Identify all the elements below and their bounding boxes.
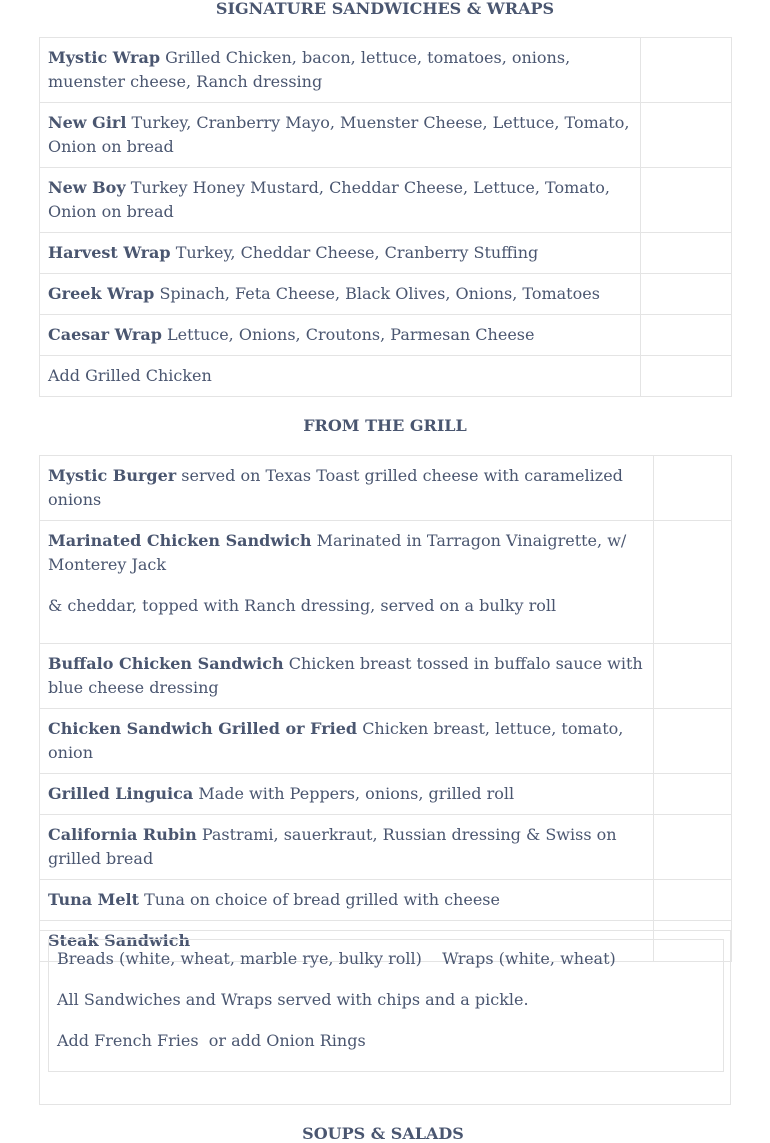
menu-item [40,233,641,274]
item-description: Tuna on choice of bread grilled with cheese [144,890,500,909]
item-description: Lettuce, Onions, Croutons, Parmesan Cheese [166,325,535,344]
price-cell [654,880,732,921]
item-name: Harvest Wrap [48,243,171,262]
menu-row [40,774,732,815]
item-name: New Girl [48,113,127,132]
menu-row [40,521,732,644]
item-description: Turkey Honey Mustard, Cheddar Cheese, Lettuce, Tomato, Onion on bread [48,178,610,221]
item-name: Tuna Melt [48,890,139,909]
item-description: Turkey, Cheddar Cheese, Cranberry Stuffing [175,243,539,262]
note-chips-pickle: All Sandwiches and Wraps served with chips and a pickle. [57,990,529,1009]
menu-item [40,315,641,356]
item-description: Pastrami, sauerkraut, Russian dressing & Swiss on grilled bread [48,825,617,868]
menu-item-addon [40,356,641,397]
price-cell [641,38,732,103]
item-name: Steak Sandwich [48,931,191,950]
notes-inner-box [48,939,724,1072]
signature-menu-table [39,37,732,397]
menu-row [40,815,732,880]
item-description: Turkey, Cranberry Mayo, Muenster Cheese, Lettuce, Tomato, Onion on bread [48,113,630,156]
item-description: Marinated in Tarragon Vinaigrette, w/ Monterey Jack [48,531,627,574]
menu-row [40,168,732,233]
menu-item [40,168,641,233]
price-cell [641,103,732,168]
price-cell [654,815,732,880]
notes-box [39,930,731,1105]
price-cell [641,233,732,274]
price-cell [641,168,732,233]
item-name: Greek Wrap [48,284,155,303]
addon-label: Add Grilled Chicken [48,366,212,385]
item-name: Grilled Linguica [48,784,194,803]
item-name: Mystic Wrap [48,48,161,67]
item-description: Chicken breast tossed in buffalo sauce with blue cheese dressing [48,654,643,697]
price-cell [641,315,732,356]
menu-item [40,274,641,315]
menu-row [40,709,732,774]
item-description: Made with Peppers, onions, grilled roll [198,784,515,803]
item-description: served on Texas Toast grilled cheese with caramelized onions [48,466,623,509]
price-cell [654,521,732,644]
menu-row [40,233,732,274]
menu-item [40,815,654,880]
menu-row [40,315,732,356]
item-name: Mystic Burger [48,466,177,485]
menu-row [40,103,732,168]
menu-item [40,644,654,709]
item-description: Grilled Chicken, bacon, lettuce, tomatoes, onions, muenster cheese, Ranch dressing [48,48,571,91]
price-cell [654,644,732,709]
item-description-continued: & cheddar, topped with Ranch dressing, served on a bulky roll [48,596,557,615]
price-cell [641,274,732,315]
item-name: Marinated Chicken Sandwich [48,531,312,550]
item-description: Spinach, Feta Cheese, Black Olives, Onions, Tomatoes [159,284,600,303]
item-name: New Boy [48,178,126,197]
menu-item [40,709,654,774]
item-name: Chicken Sandwich Grilled or Fried [48,719,358,738]
price-cell [654,456,732,521]
menu-item [40,521,654,644]
menu-row [40,644,732,709]
section-title-grill: FROM THE GRILL [303,416,467,435]
item-name: Buffalo Chicken Sandwich [48,654,284,673]
menu-item [40,38,641,103]
section-title-signature: SIGNATURE SANDWICHES & WRAPS [215,0,555,18]
item-description: Chicken breast, lettuce, tomato, onion [48,719,624,762]
section-title-soups: SOUPS & SALADS [302,1124,464,1143]
menu-row [40,38,732,103]
price-cell [641,356,732,397]
menu-row [40,356,732,397]
menu-row [40,456,732,521]
menu-item [40,880,654,921]
menu-item [40,456,654,521]
price-cell [654,709,732,774]
note-fries-rings: Add French Fries or add Onion Rings [57,1031,366,1050]
item-name: California Rubin [48,825,197,844]
menu-row [40,274,732,315]
note-breads-wraps: Breads (white, wheat, marble rye, bulky roll) Wraps (white, wheat) [57,949,616,968]
menu-item [40,774,654,815]
grill-menu-table [39,455,732,962]
price-cell [654,774,732,815]
menu-row [40,880,732,921]
item-name: Caesar Wrap [48,325,162,344]
menu-item [40,103,641,168]
